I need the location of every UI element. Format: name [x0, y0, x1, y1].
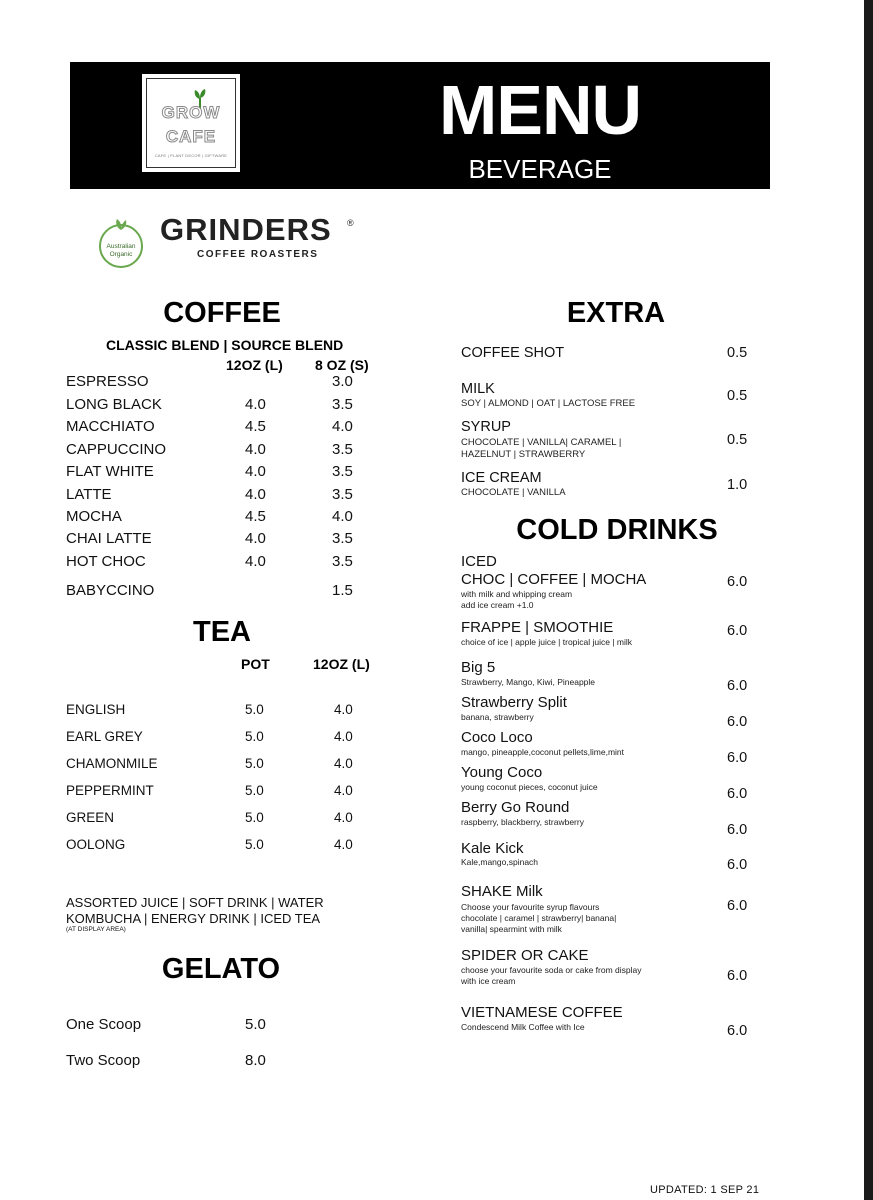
- coffee-item-large-price: 4.0: [245, 441, 266, 458]
- coffee-item-small-price: 3.5: [332, 463, 353, 480]
- extra-item-desc: CHOCOLATE | VANILLA: [461, 487, 566, 498]
- tea-item-name: ENGLISH: [66, 702, 126, 717]
- coffee-item-name: BABYCCINO: [66, 582, 155, 599]
- cold-drink-name: FRAPPE | SMOOTHIE: [461, 619, 614, 636]
- extra-item-desc: CHOCOLATE | VANILLA| CARAMEL |: [461, 437, 622, 448]
- cold-drink-price: 6.0: [727, 750, 748, 766]
- menu-subtitle: BEVERAGE: [468, 154, 612, 184]
- coffee-item-small-price: 4.0: [332, 508, 353, 525]
- tea-item-pot-price: 5.0: [245, 729, 264, 744]
- coffee-item-name: LATTE: [66, 486, 112, 503]
- page-edge: [864, 0, 873, 1200]
- extra-item-name: SYRUP: [461, 419, 511, 435]
- cold-drink-desc: vanilla| spearmint with milk: [461, 924, 562, 934]
- coffee-item-large-price: 4.0: [245, 530, 266, 547]
- coffee-item-small-price: 1.5: [332, 582, 353, 599]
- svg-text:Organic: Organic: [109, 251, 133, 258]
- tea-col-large: 12OZ (L): [313, 656, 370, 672]
- cold-drink-name: Coco Loco: [461, 729, 533, 746]
- coffee-item-small-price: 3.5: [332, 530, 353, 547]
- cold-drink-price: 6.0: [727, 678, 748, 694]
- extra-item-price: 0.5: [727, 432, 748, 448]
- misc-drinks-note: (AT DISPLAY AREA): [66, 926, 126, 933]
- roaster-name: GRINDERS: [160, 212, 332, 247]
- logo-tagline: CAFE | PLANT DECOR | GIFTWARE: [154, 153, 228, 158]
- gelato-item-price: 8.0: [245, 1052, 266, 1069]
- cold-drink-name: Kale Kick: [461, 840, 524, 857]
- updated-date: UPDATED: 1 SEP 21: [650, 1184, 760, 1196]
- cold-drink-price: 6.0: [727, 786, 748, 802]
- coffee-item-large-price: 4.0: [245, 463, 266, 480]
- header-banner: [70, 62, 770, 189]
- tea-item-pot-price: 5.0: [245, 783, 264, 798]
- cold-drink-price: 6.0: [727, 898, 748, 914]
- tea-col-pot: POT: [241, 656, 270, 672]
- cold-drink-price: 6.0: [727, 623, 748, 639]
- cold-drink-name: Big 5: [461, 659, 496, 676]
- tea-item-name: EARL GREY: [66, 729, 143, 744]
- coffee-col-small: 8 OZ (S): [315, 357, 369, 373]
- coffee-blend: CLASSIC BLEND | SOURCE BLEND: [106, 337, 344, 353]
- tea-item-large-price: 4.0: [334, 756, 353, 771]
- roaster-registered-mark: ®: [347, 218, 354, 228]
- coffee-item-name: FLAT WHITE: [66, 463, 154, 480]
- tea-item-large-price: 4.0: [334, 810, 353, 825]
- cold-drink-desc: choice of ice | apple juice | tropical juice | milk: [461, 637, 633, 647]
- cold-drink-desc: chocolate | caramel | strawberry| banana|: [461, 913, 617, 923]
- tea-title: TEA: [193, 616, 251, 648]
- australian-organic-badge-icon: [98, 216, 144, 268]
- cold-drink-desc: add ice cream +1.0: [461, 600, 534, 610]
- cold-drink-price: 6.0: [727, 822, 748, 838]
- coffee-item-small-price: 3.0: [332, 373, 353, 390]
- coffee-item-large-price: 4.0: [245, 396, 266, 413]
- roaster-tagline: COFFEE ROASTERS: [197, 249, 319, 260]
- misc-drinks-line1: ASSORTED JUICE | SOFT DRINK | WATER: [66, 895, 324, 910]
- cold-drink-name: Berry Go Round: [461, 799, 570, 816]
- tea-item-name: CHAMONMILE: [66, 756, 158, 771]
- svg-text:Australian: Australian: [106, 243, 136, 250]
- coffee-item-name: MOCHA: [66, 508, 122, 525]
- cold-drink-price: 6.0: [727, 968, 748, 984]
- cold-drink-desc: Choose your favourite syrup flavours: [461, 902, 600, 912]
- coffee-title: COFFEE: [163, 297, 281, 329]
- gelato-item-name: One Scoop: [66, 1016, 142, 1033]
- coffee-item-small-price: 3.5: [332, 441, 353, 458]
- extra-item-price: 1.0: [727, 477, 748, 493]
- cold-drink-name: SHAKE Milk: [461, 883, 543, 900]
- cold-drink-price: 6.0: [727, 574, 748, 590]
- cold-drink-desc: mango, pineapple,coconut pellets,lime,mint: [461, 747, 625, 757]
- tea-item-large-price: 4.0: [334, 837, 353, 852]
- tea-item-large-price: 4.0: [334, 729, 353, 744]
- gelato-item-name: Two Scoop: [66, 1052, 141, 1069]
- tea-item-name: PEPPERMINT: [66, 783, 154, 798]
- cold-drink-price: 6.0: [727, 857, 748, 873]
- misc-drinks-line2: KOMBUCHA | ENERGY DRINK | ICED TEA: [66, 911, 321, 926]
- logo-line1: GROW: [161, 103, 221, 122]
- extra-item-price: 0.5: [727, 388, 748, 404]
- coffee-item-name: MACCHIATO: [66, 418, 155, 435]
- cold-drink-name: Young Coco: [461, 764, 543, 781]
- coffee-item-small-price: 4.0: [332, 418, 353, 435]
- coffee-col-large: 12OZ (L): [226, 357, 283, 373]
- cold-drink-desc: young coconut pieces, coconut juice: [461, 782, 598, 792]
- extra-item-desc: SOY | ALMOND | OAT | LACTOSE FREE: [461, 398, 636, 409]
- coffee-item-large-price: 4.5: [245, 508, 266, 525]
- tea-item-pot-price: 5.0: [245, 837, 264, 852]
- coffee-item-name: CAPPUCCINO: [66, 441, 167, 458]
- coffee-item-name: CHAI LATTE: [66, 530, 152, 547]
- coffee-item-small-price: 3.5: [332, 486, 353, 503]
- logo-line2: CAFE: [165, 127, 217, 146]
- extra-item-price: 0.5: [727, 345, 748, 361]
- cold-drink-name: Strawberry Split: [461, 694, 567, 711]
- cold-drink-name: SPIDER OR CAKE: [461, 947, 589, 964]
- tea-item-large-price: 4.0: [334, 783, 353, 798]
- cold-drink-name: VIETNAMESE COFFEE: [461, 1004, 623, 1021]
- cold-drink-desc: with ice cream: [461, 976, 516, 986]
- coffee-item-small-price: 3.5: [332, 396, 353, 413]
- gelato-item-price: 5.0: [245, 1016, 266, 1033]
- tea-item-large-price: 4.0: [334, 702, 353, 717]
- cold-drink-name: CHOC | COFFEE | MOCHA: [461, 571, 647, 588]
- grow-cafe-logo: [142, 74, 240, 172]
- cold-drink-price: 6.0: [727, 714, 748, 730]
- extra-item-desc: HAZELNUT | STRAWBERRY: [461, 449, 586, 460]
- coffee-item-large-price: 4.0: [245, 553, 266, 570]
- cold-drink-desc: Strawberry, Mango, Kiwi, Pineapple: [461, 677, 596, 687]
- cold-drink-name: ICED: [461, 553, 497, 570]
- cold-drink-price: 6.0: [727, 1023, 748, 1039]
- tea-item-pot-price: 5.0: [245, 810, 264, 825]
- cold-drink-desc: banana, strawberry: [461, 712, 534, 722]
- tea-item-pot-price: 5.0: [245, 702, 264, 717]
- extra-item-name: ICE CREAM: [461, 470, 542, 486]
- cold-drink-desc: choose your favourite soda or cake from display: [461, 965, 642, 975]
- tea-item-pot-price: 5.0: [245, 756, 264, 771]
- extra-title: EXTRA: [566, 297, 666, 329]
- coffee-item-small-price: 3.5: [332, 553, 353, 570]
- extra-item-name: MILK: [461, 381, 495, 397]
- cold-drink-desc: with milk and whipping cream: [461, 589, 573, 599]
- coffee-item-name: LONG BLACK: [66, 396, 162, 413]
- menu-title: MENU: [438, 71, 642, 149]
- gelato-title: GELATO: [161, 953, 281, 985]
- cold-drink-desc: raspberry, blackberry, strawberry: [461, 817, 584, 827]
- cold-drinks-title: COLD DRINKS: [516, 514, 718, 546]
- coffee-item-name: ESPRESSO: [66, 373, 149, 390]
- cold-drink-desc: Condescend Milk Coffee with Ice: [461, 1022, 585, 1032]
- cold-drink-desc: Kale,mango,spinach: [461, 857, 539, 867]
- tea-item-name: GREEN: [66, 810, 115, 825]
- tea-item-name: OOLONG: [66, 837, 126, 852]
- coffee-item-name: HOT CHOC: [66, 553, 146, 570]
- coffee-item-large-price: 4.5: [245, 418, 266, 435]
- extra-item-name: COFFEE SHOT: [461, 345, 565, 361]
- coffee-item-large-price: 4.0: [245, 486, 266, 503]
